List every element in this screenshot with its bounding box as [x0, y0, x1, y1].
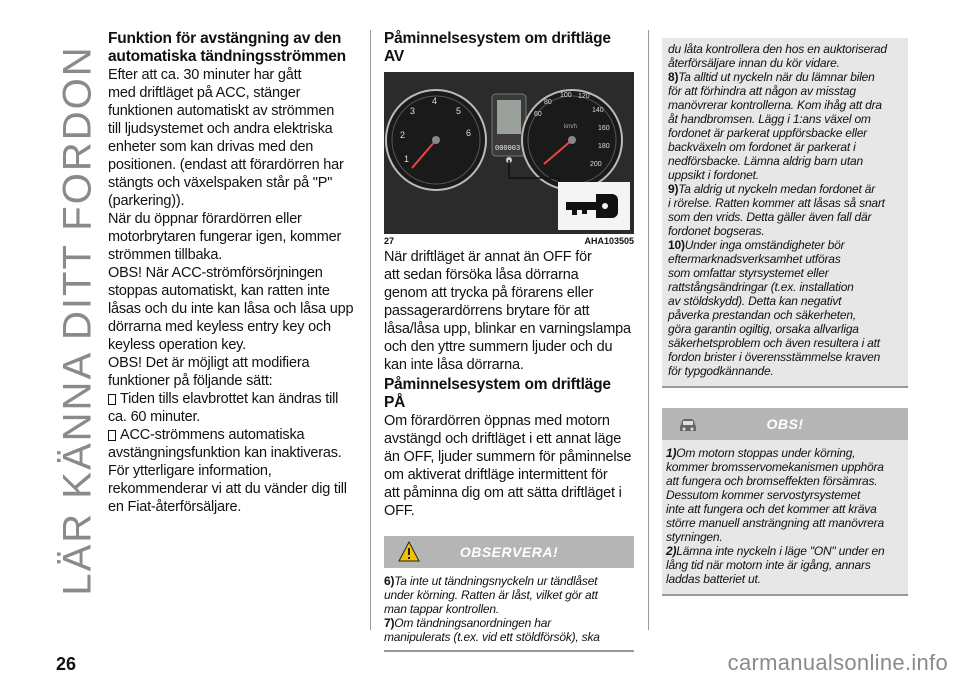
warning-title: OBSERVERA! — [459, 544, 559, 560]
svg-text:000003: 000003 — [495, 145, 521, 153]
svg-text:120: 120 — [578, 93, 590, 100]
warning-header — [384, 536, 634, 568]
column-1 — [108, 30, 358, 516]
bullet-item: ACC-strömmens automatiska avstängningsfunktion kan inaktiveras. — [108, 427, 342, 461]
watermark: carmanualsonline.info — [727, 650, 948, 675]
section-heading: Påminnelsesystem om driftläge PÅ — [384, 376, 611, 411]
bullet-item: Tiden tills elavbrottet kan ändras till ca. 60 minuter. — [108, 391, 339, 425]
warning-item: 9)Ta aldrig ut nyckeln medan fordonet är i rörelse. Ratten kommer att låsas så snart som den vrids. Detta gäller även fall där fordonet bogseras. — [668, 182, 885, 238]
section-heading: Påminnelsesystem om driftläge AV — [384, 30, 611, 65]
section-title: LÄR KÄNNA DITT FORDON — [55, 44, 100, 596]
column-2 — [384, 30, 634, 652]
body-text: Efter att ca. 30 minuter har gått med driftläget på ACC, stänger funktionen automatiskt av strömmen till ljudsystemet och andra elektriska enheter som kan drivas med den positionen. (endast att förardörren har stängts och växelspaken står på "P" (parkering)). När du öppnar förardörren eller motorbrytaren fungerar igen, kommer strömmen tillbaka. OBS! När ACC-strömförsörjningen stoppas automatiskt, kan ratten inte låsas och du inte kan låsa och låsa upp dörrarna med keyless entry key och keyless operation key. OBS! Det är möjligt att modifiera funktioner på följande sätt: — [108, 67, 354, 389]
warning-item: 8)Ta alltid ut nyckeln när du lämnar bilen för att förhindra att någon av misstag manövrerar kontrollerna. Kom ihåg att dra åt handbromsen. Lägg i 1:ans växel om fordonet är parkerat uppförsbacke eller backväxeln om fordonet är parkerat i nedförsbacke. Lämna aldrig barn utan uppsikt i fordonet. — [668, 70, 882, 182]
warning-item: 10)Under inga omständigheter bör eftermarknadsverksamhet utföras som omfattar styrsystemet eller rattstångsändringar (t.ex. installation av stöldskydd). Detta kan negativt påverka prestandan och säkerheten, göra garantin ogiltig, orsaka allvarliga säkerhetsproblem och även resultera i att fordon brister i överensstämmelse kraven för typgodkännande. — [668, 238, 881, 378]
warning-box — [384, 568, 634, 652]
svg-text:3: 3 — [410, 106, 416, 116]
page-number: 26 — [56, 654, 77, 674]
car-icon — [676, 413, 700, 435]
svg-text:140: 140 — [592, 107, 604, 114]
svg-text:80: 80 — [544, 99, 552, 106]
svg-text:180: 180 — [598, 143, 610, 150]
note-item: 1)Om motorn stoppas under körning, kommer bromsservomekanismen upphöra att fungera och bromseffekten försämras. Dessutom kommer servostyrsystemet inte att fungera och det kommer att kräva större manuell ansträngning att manövrera styrningen. — [666, 446, 884, 544]
obs-box — [662, 440, 908, 596]
obs-header — [662, 408, 908, 440]
instrument-cluster-figure — [384, 72, 634, 234]
section-side-tab — [52, 0, 104, 640]
svg-text:200: 200 — [590, 161, 602, 168]
bullet-icon — [108, 427, 120, 443]
warning-icon — [398, 541, 420, 563]
figure-caption — [384, 234, 634, 246]
warning-item: du låta kontrollera den hos en auktoriserad återförsäljare innan du kör vidare. — [668, 42, 887, 70]
svg-text:1: 1 — [404, 154, 410, 164]
svg-text:4: 4 — [432, 96, 438, 106]
svg-text:160: 160 — [598, 125, 610, 132]
obs-title: OBS! — [766, 416, 804, 432]
svg-text:6: 6 — [466, 128, 472, 138]
figure-code: AHA103505 — [584, 236, 634, 246]
bullet-icon — [108, 391, 120, 407]
body-text: När driftläget är annat än OFF för att sedan försöka låsa dörrarna genom att trycka på förarens eller passagerardörrens brytare för att låsa/låsa upp, blinkar en varningslampa och den yttre summern ljuder och du kan inte låsa dörrarna. — [384, 249, 631, 373]
body-text: För ytterligare information, rekommenderar vi att du vänder dig till en Fiat-återförsäljare. — [108, 463, 347, 515]
warning-item: 7)Om tändningsanordningen har manipulerats (t.ex. vid ett stöldförsök), ska — [384, 616, 600, 644]
section-heading: Funktion för avstängning av den automatiska tändningsströmmen — [108, 30, 346, 65]
column-divider — [370, 30, 371, 630]
body-text: Om förardörren öppnas med motorn avstängd och driftläget i ett annat läge än OFF, ljuder summern för påminnelse om aktiverat driftläge intermittent för att påminna dig om att sätta driftläget i OFF. — [384, 413, 632, 519]
svg-text:5: 5 — [456, 106, 462, 116]
warning-continued-box — [662, 38, 908, 388]
column-divider — [648, 30, 649, 630]
instrument-cluster-illustration — [384, 72, 634, 234]
svg-text:km/h: km/h — [564, 124, 578, 130]
note-item: 2)Lämna inte nyckeln i läge "ON" under en lång tid när motorn inte är igång, annars laddas batteriet ut. — [666, 544, 885, 586]
svg-text:100: 100 — [560, 92, 572, 99]
warning-item: 6)Ta inte ut tändningsnyckeln ur tändlåset under körning. Ratten är låst, vilket gör att man tappar kontrollen. — [384, 574, 598, 616]
column-3 — [662, 38, 908, 596]
svg-text:2: 2 — [400, 130, 406, 140]
figure-number: 27 — [384, 236, 395, 246]
svg-text:60: 60 — [534, 111, 542, 118]
